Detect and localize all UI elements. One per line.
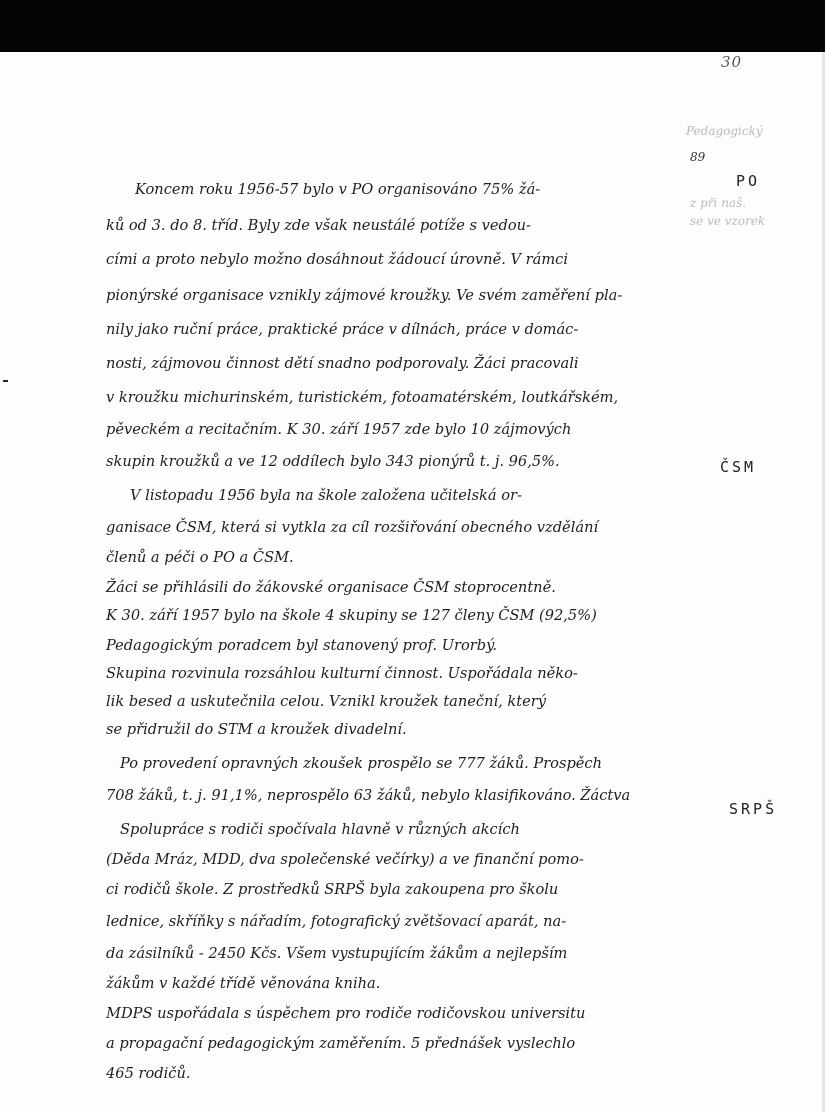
text-line: V listopadu 1956 byla na škole založena učitelská or- — [130, 487, 522, 504]
text-line: Koncem roku 1956-57 bylo v PO organisováno 75% žá- — [135, 181, 541, 198]
text-line: členů a péči o PO a ČSM. — [106, 549, 294, 566]
text-line: ci rodičů škole. Z prostředků SRPŠ byla zakoupena pro školu — [106, 881, 559, 898]
scan-border-top — [0, 0, 825, 52]
bleed-through-text: Pedagogický — [686, 124, 763, 138]
margin-note-csm: ČSM — [720, 458, 757, 476]
text-line: Spolupráce s rodiči spočívala hlavně v různých akcích — [120, 821, 520, 838]
text-line: K 30. září 1957 bylo na škole 4 skupiny se 127 členy ČSM (92,5%) — [106, 607, 597, 624]
text-line: nily jako ruční práce, praktické práce v dílnách, práce v domác- — [106, 321, 579, 338]
text-line: 465 rodičů. — [106, 1065, 191, 1082]
text-line: lik besed a uskutečnila celou. Vznikl kroužek taneční, který — [106, 693, 547, 710]
text-line: lednice, skříňky s nářadím, fotografický zvětšovací aparát, na- — [106, 913, 567, 930]
text-line: a propagační pedagogickým zaměřením. 5 přednášek vyslechlo — [106, 1035, 576, 1052]
text-line: Po provedení opravných zkoušek prospělo se 777 žáků. Prospěch — [120, 755, 603, 772]
text-line: v kroužku michurinském, turistickém, fotoamatérském, loutkářském, — [106, 389, 619, 406]
text-line: žákům v každé třídě věnována kniha. — [106, 975, 381, 992]
text-line: pionýrské organisace vznikly zájmové kroužky. Ve svém zaměření pla- — [106, 287, 623, 304]
text-line: MDPS uspořádala s úspěchem pro rodiče rodičovskou universitu — [106, 1005, 586, 1022]
text-line: (Děda Mráz, MDD, dva společenské večírky) a ve finanční pomo- — [106, 851, 584, 868]
text-line: cími a proto nebylo možno dosáhnout žádoucí úrovně. V rámci — [106, 251, 569, 268]
text-line: ků od 3. do 8. tříd. Byly zde však neustálé potíže s vedou- — [106, 217, 531, 234]
sheet-number: 89 — [690, 150, 706, 164]
margin-note-srps: SRPŠ — [729, 800, 778, 818]
text-line: ganisace ČSM, která si vytkla za cíl rozšiřování obecného vzdělání — [106, 519, 599, 536]
text-line: se přidružil do STM a kroužek divadelní. — [106, 721, 407, 738]
text-line: nosti, zájmovou činnost dětí snadno podporovaly. Žáci pracovali — [106, 355, 579, 372]
text-line: pěveckém a recitačním. K 30. září 1957 zde bylo 10 zájmových — [106, 421, 572, 438]
text-line: Pedagogickým poradcem byl stanovený prof. Urorbý. — [106, 637, 498, 654]
margin-tick — [3, 380, 8, 382]
text-line: Skupina rozvinula rozsáhlou kulturní činnost. Uspořádala něko- — [106, 665, 578, 682]
margin-note-po: PO — [736, 172, 761, 190]
text-line: 708 žáků, t. j. 91,1%, neprospělo 63 žáků, nebylo klasifikováno. Žáctva — [106, 787, 631, 804]
text-line: skupin kroužků a ve 12 oddílech bylo 343 pionýrů t. j. 96,5%. — [106, 453, 560, 470]
text-line: da zásilníků - 2450 Kčs. Všem vystupujícím žákům a nejlepším — [106, 945, 568, 962]
bleed-through-text: z při naš. — [690, 196, 747, 210]
text-line: Žáci se přihlásili do žákovské organisace ČSM stoprocentně. — [106, 579, 556, 596]
bleed-through-text: se ve vzorek — [690, 214, 766, 228]
page-number: 30 — [721, 53, 743, 71]
